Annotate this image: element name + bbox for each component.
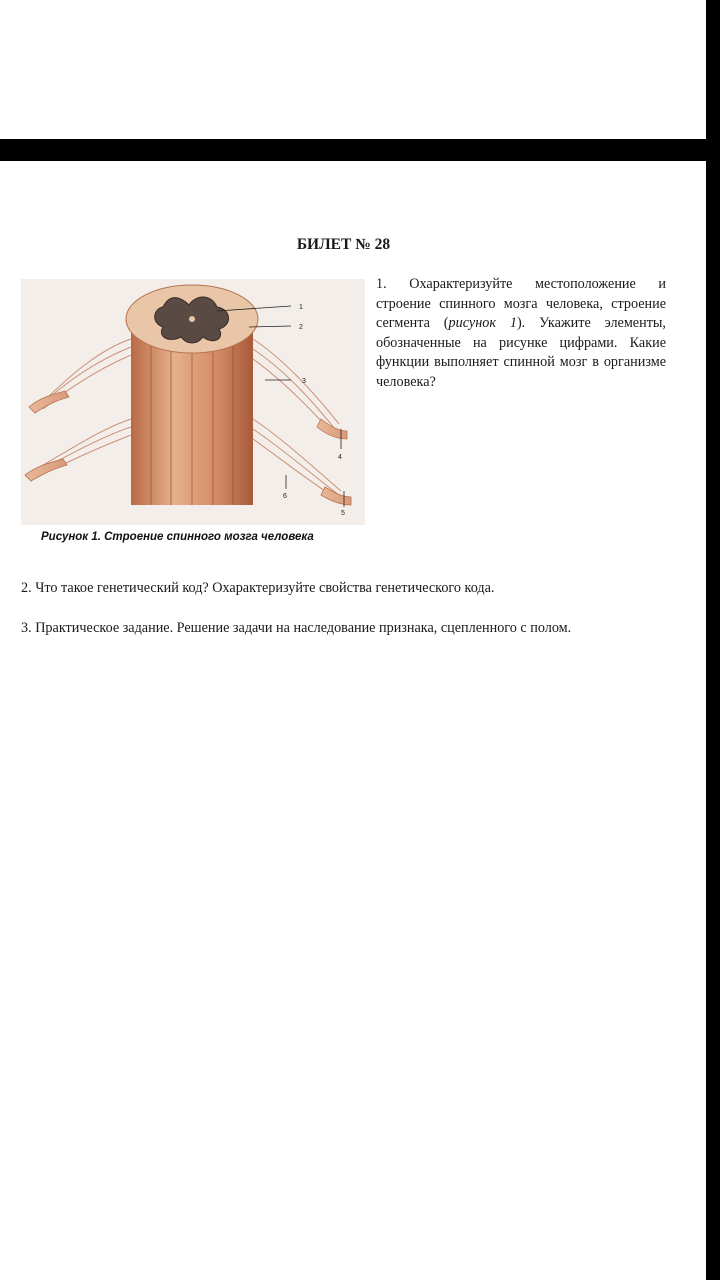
figure-caption: Рисунок 1. Строение спинного мозга человека [41,531,314,543]
question-1-text-b: ). Укажите элементы, обозначенные на рисунке цифрами. Какие функции выполняет спинной мозг в организме человека? [376,315,666,390]
figure-label-6: 6 [283,493,287,500]
figure-label-5: 5 [341,510,345,517]
question-3: 3. Практическое задание. Решение задачи на наследование признака, сцепленного с полом. [21,620,572,636]
ticket-title: БИЛЕТ № 28 [296,236,391,253]
figure-label-4: 4 [338,454,342,461]
figure-label-1: 1 [299,304,303,311]
screen-edge [706,0,720,1280]
figure-label-3: 3 [302,378,306,385]
spinal-cord-illustration [21,279,365,525]
divider-bar [0,139,720,161]
spinal-cord-figure [21,279,365,525]
question-1-text-a: 1. Охарактеризуйте местоположение и строение спинного мозга человека, строение сегмента ( [376,276,666,332]
question-2: 2. Что такое генетический код? Охарактеризуйте свойства генетического кода. [21,580,495,596]
question-1 [376,275,666,393]
figure-label-2: 2 [299,324,303,331]
question-1-figure-ref: рисунок 1 [448,315,517,332]
